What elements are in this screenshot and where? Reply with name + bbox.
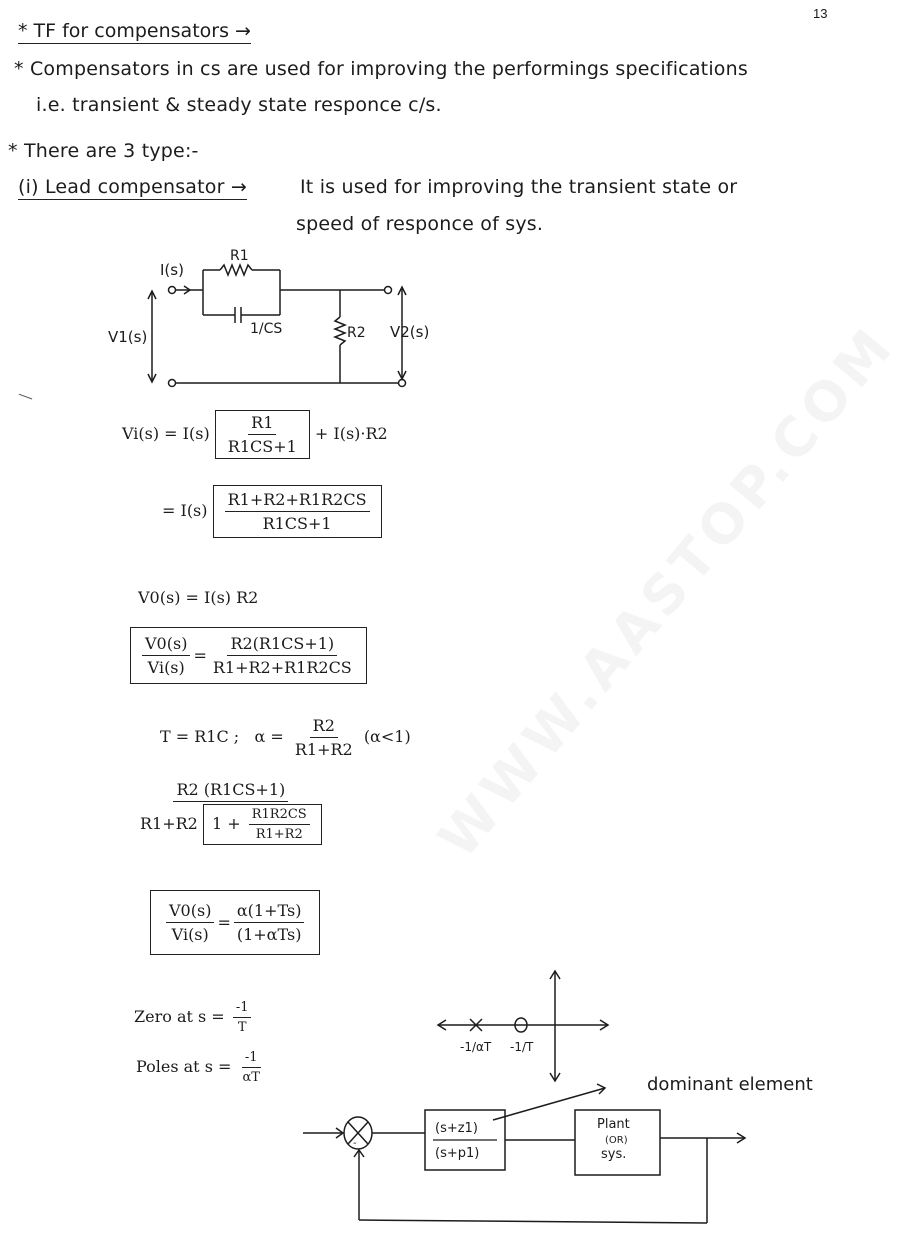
- eq2-fraction: [225, 490, 370, 533]
- vout-label: V2(s): [390, 323, 430, 341]
- eq2-lhs: = I(s): [162, 501, 208, 520]
- eq1-rhs: + I(s)·R2: [314, 424, 388, 443]
- eq2-bracket: [213, 485, 382, 538]
- tf2-box: [150, 890, 320, 955]
- eq6-inner-one: 1 +: [211, 814, 241, 833]
- tf2-rhs-den: (1+αTs): [236, 925, 302, 944]
- zero-plot-label: -1/T: [510, 1040, 534, 1054]
- intro-line-1: * Compensators in cs are used for improving the performings specifications: [14, 58, 748, 80]
- lead-compensator-circuit: [100, 245, 430, 395]
- pole-fraction: [239, 1050, 262, 1085]
- eq6-inner-fraction: [249, 807, 310, 842]
- lead-compensator-label: (i) Lead compensator →: [18, 176, 247, 198]
- feedback-block-diagram: [295, 1060, 875, 1235]
- tf2-lhs-den: Vi(s): [171, 925, 209, 944]
- lead-compensator-desc-2: speed of responce of sys.: [296, 213, 544, 235]
- lead-compensator-desc: It is used for improving the transient state or: [300, 176, 738, 198]
- zero-label: Zero at s =: [134, 1007, 225, 1026]
- alpha-fraction: [292, 716, 356, 759]
- eq1-bracket: [215, 410, 310, 459]
- zero-den: T: [237, 1020, 247, 1035]
- tf1-lhs: [142, 634, 190, 677]
- section-heading: * TF for compensators →: [18, 20, 251, 42]
- compensator-numerator: (s+z1): [435, 1121, 478, 1136]
- equation-vi-1: [122, 410, 388, 459]
- pole-label: Poles at s =: [136, 1057, 232, 1076]
- page-number: 13: [813, 6, 828, 21]
- pole-plot-label: -1/αT: [460, 1040, 492, 1054]
- eq2-num: R1+R2+R1R2CS: [225, 490, 370, 512]
- zero-num: -1: [233, 1000, 252, 1018]
- equation-vi-2: [162, 485, 382, 538]
- tf2-rhs-num: α(1+Ts): [234, 901, 305, 923]
- eq6-inner-den: R1+R2: [255, 827, 303, 842]
- equation-vo: V0(s) = I(s) R2: [138, 588, 259, 607]
- r1-label: R1: [230, 248, 249, 264]
- tf2-lhs-num: V0(s): [166, 901, 214, 923]
- tf1-rhs-num: R2(R1CS+1): [227, 634, 337, 656]
- tf2-eq: =: [217, 913, 231, 932]
- capacitor-label: 1/CS: [250, 321, 283, 337]
- eq1-num: R1: [248, 413, 276, 435]
- tf2-lhs: [166, 901, 214, 944]
- vin-label: V1(s): [108, 328, 148, 346]
- stray-mark: [18, 394, 33, 403]
- transfer-function-1: [130, 627, 367, 684]
- tf1-lhs-num: V0(s): [142, 634, 190, 656]
- pole-den: αT: [242, 1070, 260, 1085]
- pole-location: [136, 1050, 266, 1085]
- r2-label: R2: [347, 325, 366, 341]
- eq6-inner-num: R1R2CS: [249, 807, 310, 825]
- eq2-den: R1CS+1: [262, 514, 332, 533]
- current-label: I(s): [160, 261, 184, 279]
- plant-or-label: (OR): [605, 1135, 628, 1146]
- zero-fraction: [233, 1000, 252, 1035]
- alpha-condition: (α<1): [363, 727, 411, 746]
- tf1-eq: =: [193, 646, 207, 665]
- intro-line-2: i.e. transient & steady state responce c/s.: [36, 94, 442, 116]
- tf1-rhs-den: R1+R2+R1R2CS: [212, 658, 352, 677]
- eq6-den-prefix: R1+R2: [140, 814, 198, 833]
- dominant-element-annotation: dominant element: [647, 1074, 813, 1095]
- tf2-rhs: [234, 901, 305, 944]
- tf1-box: [130, 627, 367, 684]
- eq1-fraction: [225, 413, 300, 456]
- tf1-rhs: [210, 634, 355, 677]
- t-definition: T = R1C ;: [160, 727, 240, 746]
- watermark: [426, 313, 900, 869]
- intermediate-expression: [134, 780, 328, 845]
- eq6-fraction: [137, 780, 325, 845]
- eq6-bracket: [203, 804, 322, 845]
- zero-location: [134, 1000, 254, 1035]
- negative-sign: -: [353, 1138, 357, 1149]
- plant-label: Plant: [597, 1117, 630, 1132]
- types-line: * There are 3 type:-: [8, 140, 199, 162]
- transfer-function-final: [150, 890, 320, 955]
- alpha-den: R1+R2: [294, 740, 353, 759]
- eq6-num: R2 (R1CS+1): [173, 780, 288, 802]
- tf1-lhs-den: Vi(s): [147, 658, 185, 677]
- compensator-denominator: (s+p1): [435, 1146, 480, 1161]
- alpha-num: R2: [310, 716, 338, 738]
- eq6-den: [137, 802, 325, 845]
- input-terminal-top: [169, 287, 176, 294]
- eq1-den: R1CS+1: [227, 437, 297, 456]
- plant-sys-label: sys.: [601, 1147, 627, 1162]
- pole-num: -1: [242, 1050, 261, 1068]
- alpha-eq: α =: [254, 727, 284, 746]
- tau-alpha-definitions: [160, 716, 411, 759]
- eq1-lhs: Vi(s) = I(s): [122, 424, 210, 443]
